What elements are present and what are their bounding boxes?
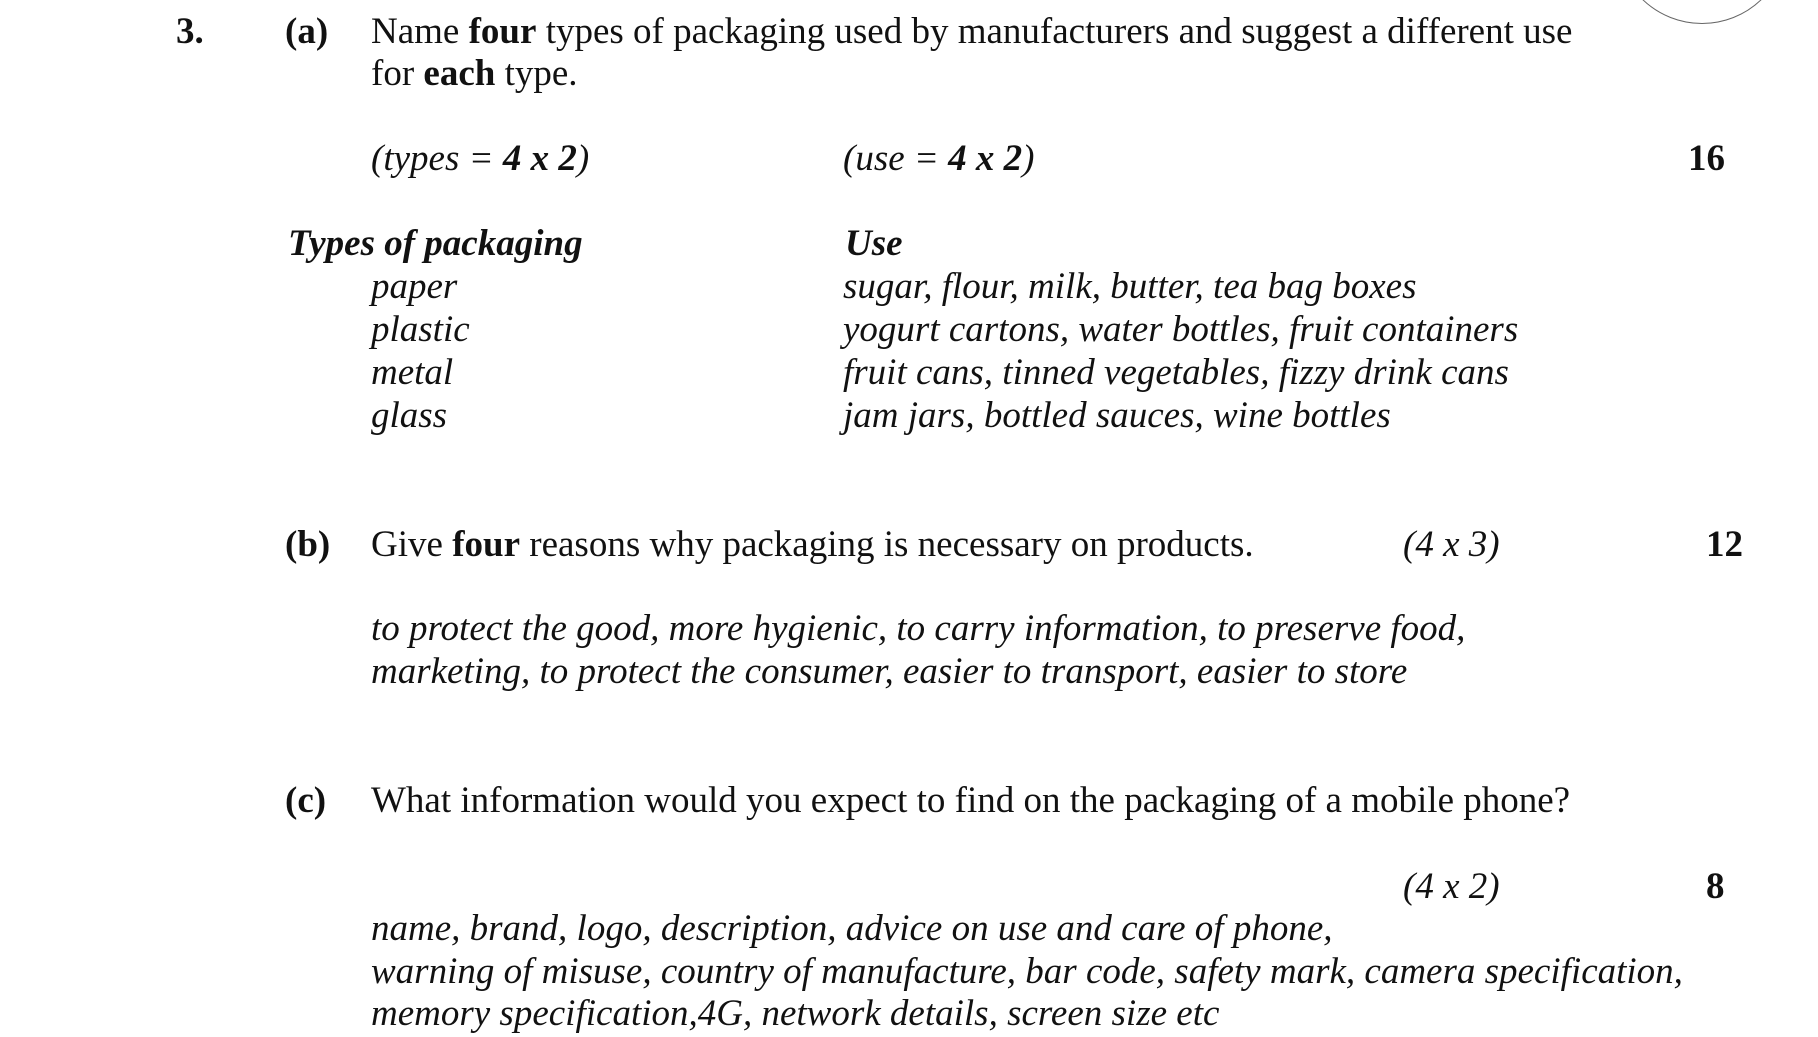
part-a-label: (a) bbox=[285, 11, 329, 52]
part-c-mark-allocation: (4 x 2) bbox=[1403, 866, 1500, 907]
packaging-use-paper: sugar, flour, milk, butter, tea bag boxes bbox=[843, 266, 1417, 307]
use-heading: Use bbox=[845, 223, 903, 264]
part-c-marks: 8 bbox=[1706, 866, 1725, 907]
part-a-prompt-line1: Name four types of packaging used by manufacturers and suggest a different use bbox=[371, 11, 1573, 52]
packaging-types-list bbox=[371, 268, 470, 440]
part-c-prompt: What information would you expect to find on the packaging of a mobile phone? bbox=[371, 780, 1571, 821]
packaging-type-glass: glass bbox=[371, 395, 448, 436]
part-b-label: (b) bbox=[285, 524, 331, 565]
part-b-answer-line2: marketing, to protect the consumer, easier to transport, easier to store bbox=[371, 651, 1408, 692]
packaging-type-plastic: plastic bbox=[371, 309, 470, 350]
part-c-answer-line2: warning of misuse, country of manufacture, bar code, safety mark, camera specification, bbox=[371, 951, 1683, 992]
part-b-prompt: Give four reasons why packaging is necessary on products. bbox=[371, 524, 1254, 565]
packaging-use-plastic: yogurt cartons, water bottles, fruit containers bbox=[843, 309, 1519, 350]
part-c-answer-line1: name, brand, logo, description, advice on use and care of phone, bbox=[371, 908, 1333, 949]
packaging-use-metal: fruit cans, tinned vegetables, fizzy drink cans bbox=[843, 352, 1509, 393]
packaging-uses-list bbox=[843, 268, 1518, 440]
part-b-marks: 12 bbox=[1706, 524, 1743, 565]
question-number: 3. bbox=[176, 11, 204, 52]
part-a-marks: 16 bbox=[1688, 138, 1725, 179]
types-of-packaging-heading: Types of packaging bbox=[288, 223, 583, 264]
marks-circle bbox=[1616, 0, 1788, 24]
packaging-type-metal: metal bbox=[371, 352, 454, 393]
part-c-answer-line3: memory specification,4G, network details, screen size etc bbox=[371, 993, 1220, 1034]
packaging-type-paper: paper bbox=[371, 266, 458, 307]
part-b-answer-line1: to protect the good, more hygienic, to carry information, to preserve food, bbox=[371, 608, 1466, 649]
part-a-prompt-line2: for each type. bbox=[371, 53, 578, 94]
part-c-label: (c) bbox=[285, 780, 327, 821]
use-mark-allocation: (use = 4 x 2) bbox=[843, 138, 1035, 179]
packaging-use-glass: jam jars, bottled sauces, wine bottles bbox=[843, 395, 1391, 436]
types-mark-allocation: (types = 4 x 2) bbox=[371, 138, 590, 179]
part-b-mark-allocation: (4 x 3) bbox=[1403, 524, 1500, 565]
